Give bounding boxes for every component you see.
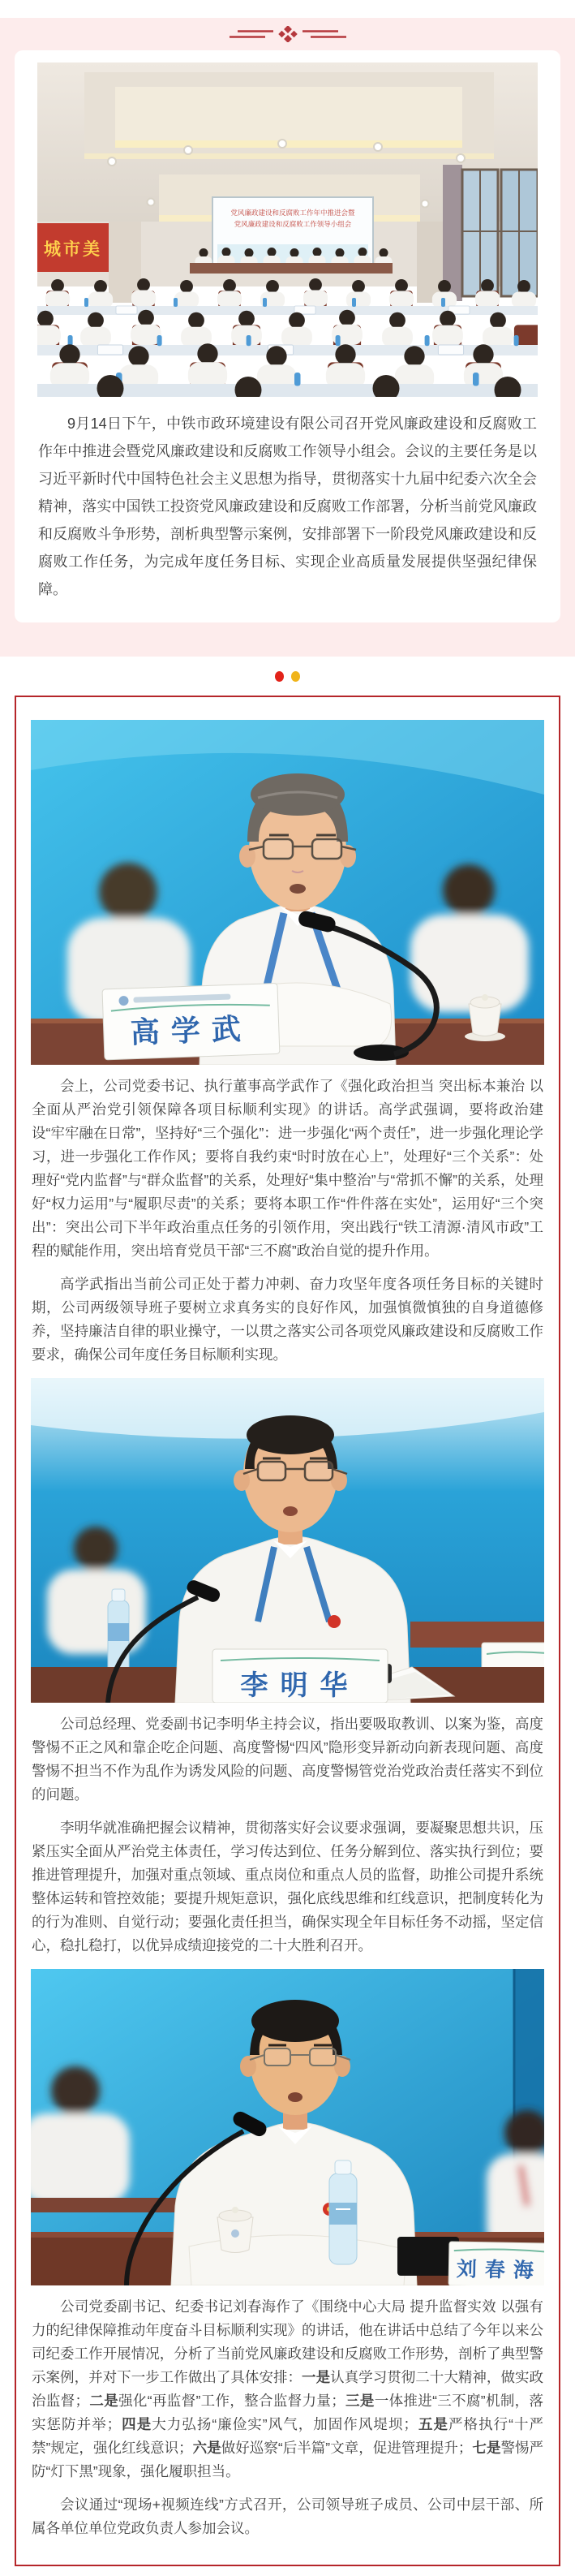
meeting-room-photo[interactable] xyxy=(37,62,538,397)
svg-text:党风廉政建设和反腐败工作年中推进会暨: 党风廉政建设和反腐败工作年中推进会暨 xyxy=(230,209,355,217)
red-dot-icon xyxy=(275,671,284,682)
teacup-icon xyxy=(465,994,505,1041)
ornament-icon xyxy=(215,26,361,42)
gao-speech-paragraph-2: 高学武指出当前公司正处于蓄力冲刺、奋力攻坚年度各项任务目标的关键时期，公司两级领导班子要树立求真务实的良好作风，加强慎微慎独的自身道德修养，坚持廉洁自律的职业操守，一以贯之落实公司各项党风廉政建设和反腐败工作要求，确保公司年度任务目标顺利实现。 xyxy=(32,1276,543,1363)
intro-paragraph: 9月14日下午，中铁市政环境建设有限公司召开党风廉政建设和反腐败工作年中推进会暨党风廉政建设和反腐败工作领导小组会。会议的主要任务是以习近平新时代中国特色社会主义思想为指导，贯彻落实十九届中纪委六次全会精神，落实中国铁工投资党风廉政建设和反腐败工作部署，分析当前党风廉政和反腐败斗争形势，剖析典型警示案例，安排部署下一阶段党风廉政建设和反腐败工作任务，为完成年度任务目标、实现企业高质量发展提供坚强纪律保障。 xyxy=(38,416,537,597)
diamond-cluster-icon xyxy=(278,26,297,42)
water-bottle-icon xyxy=(329,2160,357,2264)
header-ornament xyxy=(0,23,575,50)
teacup-icon xyxy=(217,2207,253,2253)
mouth xyxy=(290,884,306,894)
mouth xyxy=(288,2092,303,2102)
svg-text:城市美: 城市美 xyxy=(44,240,102,259)
speaker-photo-liuchunhai[interactable] xyxy=(31,1969,544,2285)
top-section xyxy=(0,18,575,657)
name-card xyxy=(212,1649,388,1703)
closing-paragraph: 会议通过“现场+视频连线”方式召开，公司领导班子成员、公司中层干部、所属各单位单位党政负责人参加会议。 xyxy=(32,2496,543,2536)
name-card xyxy=(102,983,280,1059)
mouth xyxy=(283,1506,298,1516)
li-speech-paragraph-1: 公司总经理、党委副书记李明华主持会议，指出要吸取教训、以案为鉴，高度警惕不正之风和靠企吃企问题、高度警惕“四风”隐形变异新动向新表现问题、高度警惕不担当不作为乱作为诱发风险的问题、高度警惕管党治党政治责任落实不到位的问题。 xyxy=(32,1716,543,1803)
svg-text:高学武: 高学武 xyxy=(130,1011,253,1049)
svg-text:党风廉政建设和反腐败工作领导小组会: 党风廉政建设和反腐败工作领导小组会 xyxy=(234,220,352,228)
gao-speech-paragraph-1: 会上，公司党委书记、执行董事高学武作了《强化政治担当 突出标本兼治 以全面从严治党引领保障各项目标顺利实现》的讲话。高学武强调，要将政治建设“牢牢融在日常”，坚持好“三个强化”：进一步强化“两个责任”，进一步强化理论学习，进一步强化工作作风；要将自我约束“时时放在心上”，处理好“三个关系”：处理好“党内监督”与“群众监督”的关系，处理好“集中整治”与“常抓不懈”的关系，处理好“权力运用”与“履职尽责”的关系；要将本职工作“件件落在实处”，运用好“三个突出”：突出公司下半年政治重点任务的引领作用，突出践行“铁工清源·清风市政”工程的赋能作用，突出培育党员干部“三不腐”政治自觉的提升作用。 xyxy=(32,1078,543,1259)
name-card xyxy=(448,2242,544,2285)
svg-text:李明华: 李明华 xyxy=(240,1670,360,1701)
intro-card xyxy=(15,50,560,622)
svg-text:刘春海: 刘春海 xyxy=(456,2258,543,2282)
party-badge xyxy=(328,1615,341,1628)
li-speech-paragraph-2: 李明华就准确把握会议精神，贯彻落实好会议要求强调，要凝聚思想共识，压紧压实全面从严治党主体责任，学习传达到位、任务分解到位、落实执行到位；要推进管理提升，加强对重点领域、重点岗位和重点人员的监督，助推公司提升系统整体运转和管控效能；要提升规矩意识，强化底线思维和红线意识，把制度转化为的行为准则、自觉行动；要强化责任担当，确保实现全年目标任务不动摇，坚定信心，稳扎稳打，以优异成绩迎接党的二十大胜利召开。 xyxy=(32,1820,543,1954)
speaker-photo-liminghua[interactable] xyxy=(31,1378,544,1703)
wall-banner xyxy=(37,223,109,272)
section-divider xyxy=(0,657,575,696)
yellow-dot-icon xyxy=(291,671,300,682)
speeches-section xyxy=(15,696,560,2566)
speaker-photo-gaoxuewu[interactable] xyxy=(31,720,544,1065)
liu-speech-paragraph: 公司党委副书记、纪委书记刘春海作了《围绕中心大局 提升监督实效 以强有力的纪律保障推动年度奋斗目标顺利实现》的讲话，他在讲话中总结了今年以来公司纪委工作开展情况，分析了当前党风廉政建设和反腐败工作形势，剖析了典型警示案例，并对下一步工作做出了具体安排：一是认真学习贯彻二十大精神，做实政治监督；二是强化“再监督”工作，整合监督力量；三是一体推进“三不腐”机制，落实惩防并举；四是大力弘扬“廉俭实”风气，加固作风堤坝；五是严格执行“十严禁”规定，强化红线意识；六是做好巡察“后半篇”文章，促进管理提升；七是警惕严防“灯下黑”现象，强化履职担当。 xyxy=(32,2298,544,2479)
